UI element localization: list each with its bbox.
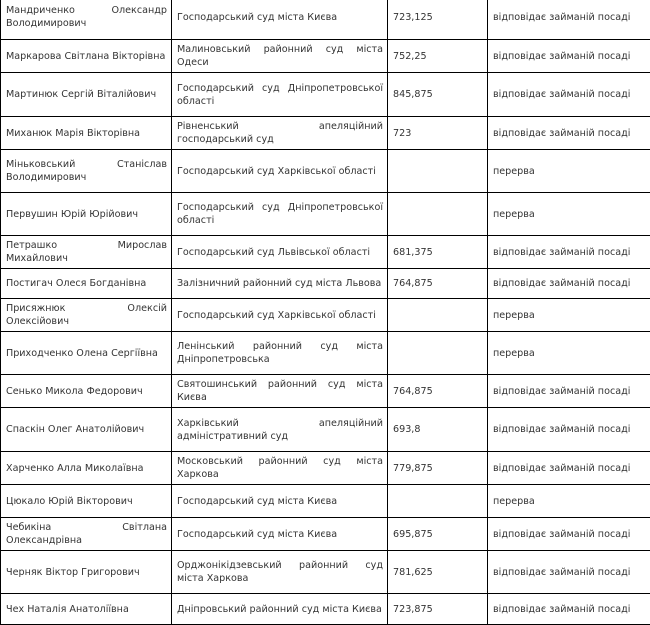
score-value <box>388 332 488 375</box>
table-row <box>1 452 650 485</box>
score-value: 845,875 <box>388 73 488 117</box>
score-value: 681,375 <box>388 236 488 269</box>
score-value <box>388 485 488 518</box>
table-row <box>1 236 650 269</box>
status-value: перерва <box>488 193 650 236</box>
score-value <box>388 299 488 332</box>
court-name: Господарський суд міста Києва <box>172 0 388 40</box>
judge-name: Чебикіна Світлана Олександрівна <box>1 518 172 551</box>
court-name: Малиновський районний суд міста Одеси <box>172 40 388 73</box>
status-value: перерва <box>488 332 650 375</box>
status-value: відповідає займаній посаді <box>488 269 650 299</box>
table-row <box>1 551 650 594</box>
table-row <box>1 375 650 408</box>
table-row <box>1 193 650 236</box>
status-value: відповідає займаній посаді <box>488 594 650 625</box>
court-name: Господарський суд Дніпропетровської області <box>172 193 388 236</box>
table-row <box>1 117 650 150</box>
score-value: 779,875 <box>388 452 488 485</box>
score-value: 752,25 <box>388 40 488 73</box>
judge-name: Приходченко Олена Сергіївна <box>1 332 172 375</box>
court-name: Залізничний районний суд міста Львова <box>172 269 388 299</box>
table-row <box>1 0 650 40</box>
table-row <box>1 594 650 625</box>
court-name: Господарський суд міста Києва <box>172 518 388 551</box>
score-value: 764,875 <box>388 269 488 299</box>
court-name: Харківський апеляційний адміністративний суд <box>172 408 388 452</box>
court-name: Господарський суд Харківської області <box>172 150 388 193</box>
table-row <box>1 332 650 375</box>
judge-name: Мандриченко Олександр Володимирович <box>1 0 172 40</box>
table-row <box>1 269 650 299</box>
status-value: відповідає займаній посаді <box>488 375 650 408</box>
table-row <box>1 40 650 73</box>
court-name: Господарський суд Дніпропетровської області <box>172 73 388 117</box>
court-name: Ленінський районний суд міста Дніпропетровська <box>172 332 388 375</box>
table-row <box>1 150 650 193</box>
status-value: відповідає займаній посаді <box>488 452 650 485</box>
status-value: відповідає займаній посаді <box>488 408 650 452</box>
status-value: перерва <box>488 299 650 332</box>
status-value: перерва <box>488 150 650 193</box>
judge-name: Чех Наталія Анатоліївна <box>1 594 172 625</box>
score-value <box>388 150 488 193</box>
score-value: 723 <box>388 117 488 150</box>
status-value: відповідає займаній посаді <box>488 73 650 117</box>
status-value: перерва <box>488 485 650 518</box>
judge-name: Міньковський Станіслав Володимирович <box>1 150 172 193</box>
judge-name: Сенько Микола Федорович <box>1 375 172 408</box>
status-value: відповідає займаній посаді <box>488 551 650 594</box>
score-value: 781,625 <box>388 551 488 594</box>
judge-name: Постигач Олеся Богданівна <box>1 269 172 299</box>
score-value: 764,875 <box>388 375 488 408</box>
judge-name: Мартинюк Сергій Віталійович <box>1 73 172 117</box>
table-row <box>1 408 650 452</box>
court-name: Господарський суд Харківської області <box>172 299 388 332</box>
status-value: відповідає займаній посаді <box>488 0 650 40</box>
judge-name: Присяжнюк Олексій Олексійович <box>1 299 172 332</box>
score-value: 695,875 <box>388 518 488 551</box>
judge-name: Маркарова Світлана Вікторівна <box>1 40 172 73</box>
judge-name: Черняк Віктор Григорович <box>1 551 172 594</box>
judge-name: Харченко Алла Миколаївна <box>1 452 172 485</box>
court-name: Московський районний суд міста Харкова <box>172 452 388 485</box>
judge-name: Петрашко Мирослав Михайлович <box>1 236 172 269</box>
status-value: відповідає займаній посаді <box>488 117 650 150</box>
court-name: Святошинський районний суд міста Києва <box>172 375 388 408</box>
table-row <box>1 73 650 117</box>
court-name: Орджонікідзевський районний суд міста Харкова <box>172 551 388 594</box>
score-value: 723,125 <box>388 0 488 40</box>
table-row <box>1 485 650 518</box>
court-name: Господарський суд Львівської області <box>172 236 388 269</box>
judge-name: Спаскін Олег Анатолійович <box>1 408 172 452</box>
score-value <box>388 193 488 236</box>
judge-name: Цюкало Юрій Вікторович <box>1 485 172 518</box>
court-name: Рівненський апеляційний господарський суд <box>172 117 388 150</box>
status-value: відповідає займаній посаді <box>488 518 650 551</box>
status-value: відповідає займаній посаді <box>488 40 650 73</box>
court-name: Господарський суд міста Києва <box>172 485 388 518</box>
status-value: відповідає займаній посаді <box>488 236 650 269</box>
table-row <box>1 518 650 551</box>
score-value: 693,8 <box>388 408 488 452</box>
score-value: 723,875 <box>388 594 488 625</box>
table-row <box>1 299 650 332</box>
court-name: Дніпровський районний суд міста Києва <box>172 594 388 625</box>
judge-name: Миханюк Марія Вікторівна <box>1 117 172 150</box>
judge-name: Первушин Юрій Юрійович <box>1 193 172 236</box>
